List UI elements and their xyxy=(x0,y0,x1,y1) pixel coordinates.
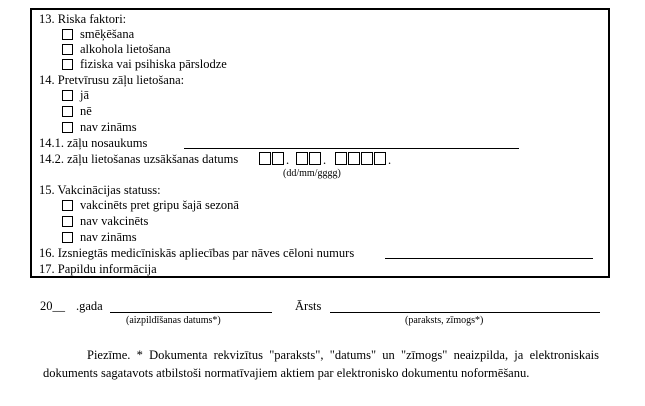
date-day-digit-2[interactable] xyxy=(272,152,284,165)
option-vaccinated: vakcinēts pret gripu šajā sezonā xyxy=(80,198,239,212)
date-separator: . xyxy=(323,153,327,167)
antiviral-title: 14. Pretvīrusu zāļu lietošana: xyxy=(39,73,185,87)
risk-factors-title: 13. Riska faktori: xyxy=(39,12,127,26)
option-vaccination-unknown: nav zināms xyxy=(80,230,137,244)
date-day-digit-1[interactable] xyxy=(259,152,271,165)
date-separator: . xyxy=(286,153,290,167)
start-date-label: 14.2. zāļu lietošanas uzsākšanas datums xyxy=(39,152,239,166)
additional-info-label: 17. Papildu informācija xyxy=(39,262,157,276)
footnote xyxy=(43,346,599,382)
option-antiviral-yes: jā xyxy=(80,88,90,102)
doctor-signature-field[interactable] xyxy=(330,312,600,313)
drug-name-label: 14.1. zāļu nosaukums xyxy=(39,136,148,150)
option-smoking: smēķēšana xyxy=(80,27,135,41)
year-suffix: .gada xyxy=(76,299,103,313)
checkbox-antiviral-yes[interactable] xyxy=(62,90,73,101)
year-prefix: 20__ xyxy=(40,299,65,313)
certificate-number-field[interactable] xyxy=(385,258,593,259)
footnote-text: Piezīme. * Dokumenta rekvizītus "paraksts", "datums" un "zīmogs" neaizpilda, ja elektroniskais dokuments sagatavots atbilstoši normatīvajiem aktiem par elektronisko dokumentu noformēšanu. xyxy=(43,348,599,380)
checkbox-vaccinated[interactable] xyxy=(62,200,73,211)
checkbox-not-vaccinated[interactable] xyxy=(62,216,73,227)
completion-date-field[interactable] xyxy=(110,312,272,313)
checkbox-smoking[interactable] xyxy=(62,29,73,40)
date-format-hint: (dd/mm/gggg) xyxy=(283,168,341,179)
date-month-digit-1[interactable] xyxy=(296,152,308,165)
vaccination-title: 15. Vakcinācijas statuss: xyxy=(39,183,161,197)
doctor-signature-caption: (paraksts, zīmogs*) xyxy=(405,315,484,326)
date-separator: . xyxy=(388,153,392,167)
checkbox-vaccination-unknown[interactable] xyxy=(62,232,73,243)
doctor-label: Ārsts xyxy=(295,299,322,313)
completion-date-caption: (aizpildīšanas datums*) xyxy=(126,315,221,326)
checkbox-overload[interactable] xyxy=(62,59,73,70)
certificate-number-label: 16. Izsniegtās medicīniskās apliecības par nāves cēloni numurs xyxy=(39,246,355,260)
date-month-digit-2[interactable] xyxy=(309,152,321,165)
date-year-digit-4[interactable] xyxy=(374,152,386,165)
option-antiviral-unknown: nav zināms xyxy=(80,120,137,134)
date-year-digit-1[interactable] xyxy=(335,152,347,165)
option-alcohol: alkohola lietošana xyxy=(80,42,171,56)
checkbox-antiviral-no[interactable] xyxy=(62,106,73,117)
drug-name-field[interactable] xyxy=(184,148,519,149)
option-not-vaccinated: nav vakcinēts xyxy=(80,214,149,228)
date-year-digit-2[interactable] xyxy=(348,152,360,165)
checkbox-alcohol[interactable] xyxy=(62,44,73,55)
checkbox-antiviral-unknown[interactable] xyxy=(62,122,73,133)
option-overload: fiziska vai psihiska pārslodze xyxy=(80,57,227,71)
option-antiviral-no: nē xyxy=(80,104,92,118)
date-year-digit-3[interactable] xyxy=(361,152,373,165)
